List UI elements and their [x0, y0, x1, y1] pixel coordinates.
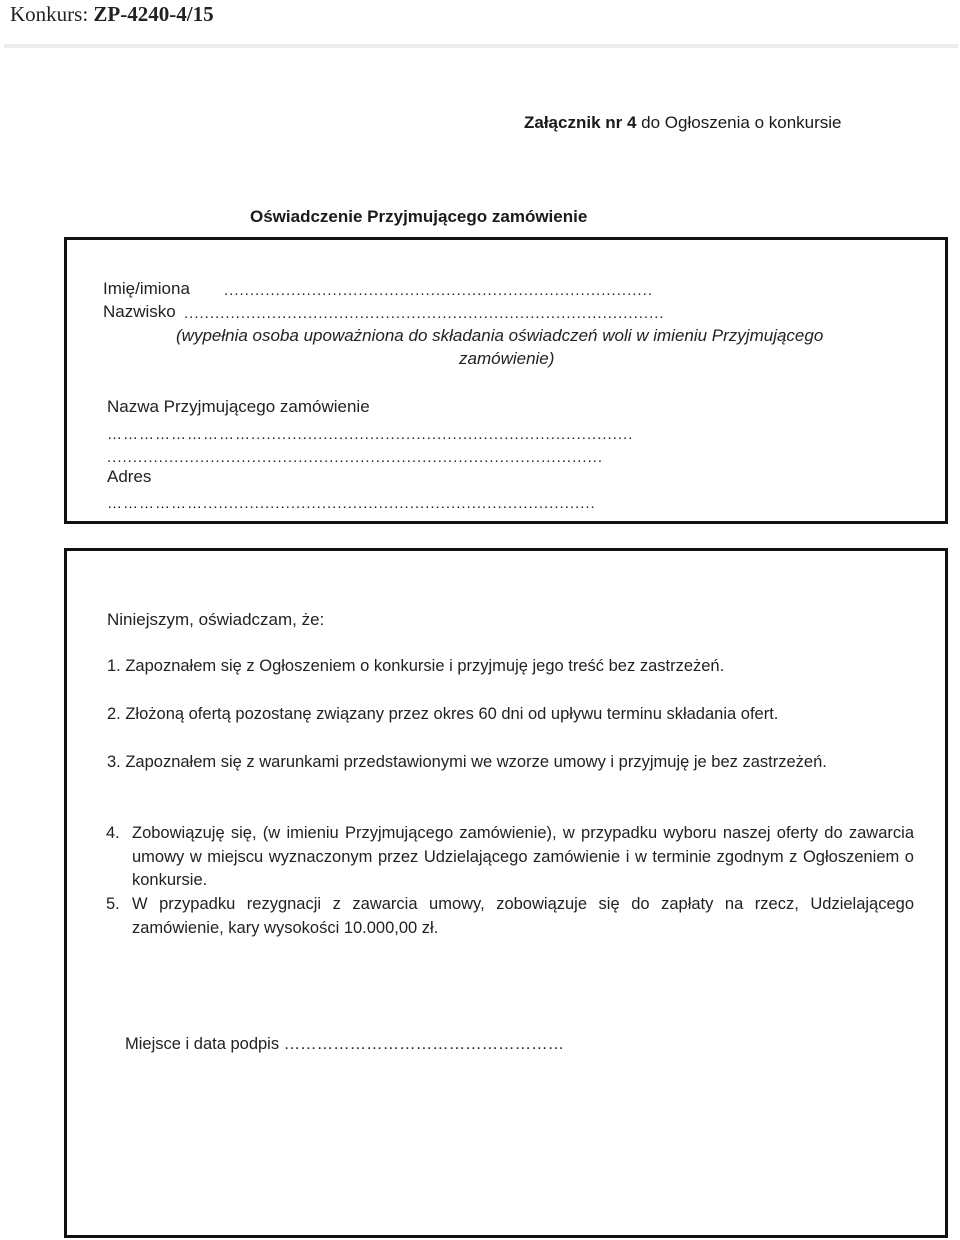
- address-label: Adres: [107, 467, 152, 486]
- first-name-label: Imię/imiona: [103, 279, 190, 298]
- last-name-field[interactable]: .............................................................................................: [184, 305, 665, 322]
- page-title: Oświadczenie Przyjmującego zamówienie: [250, 207, 588, 226]
- contractor-data-box: [64, 237, 948, 524]
- declaration-intro: Niniejszym, oświadczam, że:: [107, 610, 325, 629]
- competition-code: ZP-4240-4/15: [93, 2, 214, 26]
- declaration-item-1: 1. Zapoznałem się z Ogłoszeniem o konkursie i przyjmuję jego treść bez zastrzeżeń.: [107, 657, 725, 675]
- declaration-item-2: 2. Złożoną ofertą pozostanę związany przez okres 60 dni od upływu terminu składania ofert.: [107, 705, 779, 723]
- declaration-item-5-text: W przypadku rezygnacji z zawarcia umowy, zobowiązuje się do zapłaty na rzecz, Udzielającego zamówienie, kary wysokości 10.000,00 zł.: [132, 895, 914, 937]
- annex-rest: do Ogłoszenia o konkursie: [636, 113, 842, 132]
- signature-field[interactable]: ……………………………………………: [279, 1035, 565, 1053]
- annex-number: Załącznik nr 4: [524, 113, 637, 132]
- first-name-field[interactable]: ...................................................................................: [224, 282, 653, 299]
- last-name-label: Nazwisko: [103, 302, 176, 321]
- declaration-item-5-number: 5.: [106, 895, 120, 913]
- contractor-name-field-line1[interactable]: ………………………..........................................................................: [107, 426, 634, 443]
- address-field[interactable]: ………………............................................................................: [107, 495, 596, 512]
- contractor-name-label: Nazwa Przyjmującego zamówienie: [107, 397, 370, 416]
- declaration-item-4-number: 4.: [106, 824, 120, 842]
- document-header: [10, 2, 214, 27]
- declaration-item-3: 3. Zapoznałem się z warunkami przedstawionymi we wzorze umowy i przyjmuję je bez zastrzeżeń.: [107, 753, 827, 771]
- header-divider: [4, 44, 958, 48]
- signature-label: Miejsce i data podpis: [125, 1035, 280, 1053]
- signature-line: [125, 1035, 564, 1054]
- declaration-item-5: [106, 893, 914, 940]
- annex-label: [524, 113, 842, 133]
- declaration-item-4: [106, 822, 914, 893]
- fill-hint-line1: (wypełnia osoba upoważniona do składania oświadczeń woli w imieniu Przyjmującego: [176, 326, 824, 345]
- fill-hint-line2: zamówienie): [459, 349, 555, 368]
- contractor-name-field-line2[interactable]: ................................................................................................: [107, 449, 604, 466]
- header-prefix: Konkurs:: [10, 2, 94, 26]
- declaration-item-4-text: Zobowiązuję się, (w imieniu Przyjmującego zamówienie), w przypadku wyboru naszej oferty do zawarcia umowy w miejscu wyznaczonym przez Udzielającego zamówienie i w terminie zgodnym z Ogłoszeniem o konkursie.: [132, 824, 914, 889]
